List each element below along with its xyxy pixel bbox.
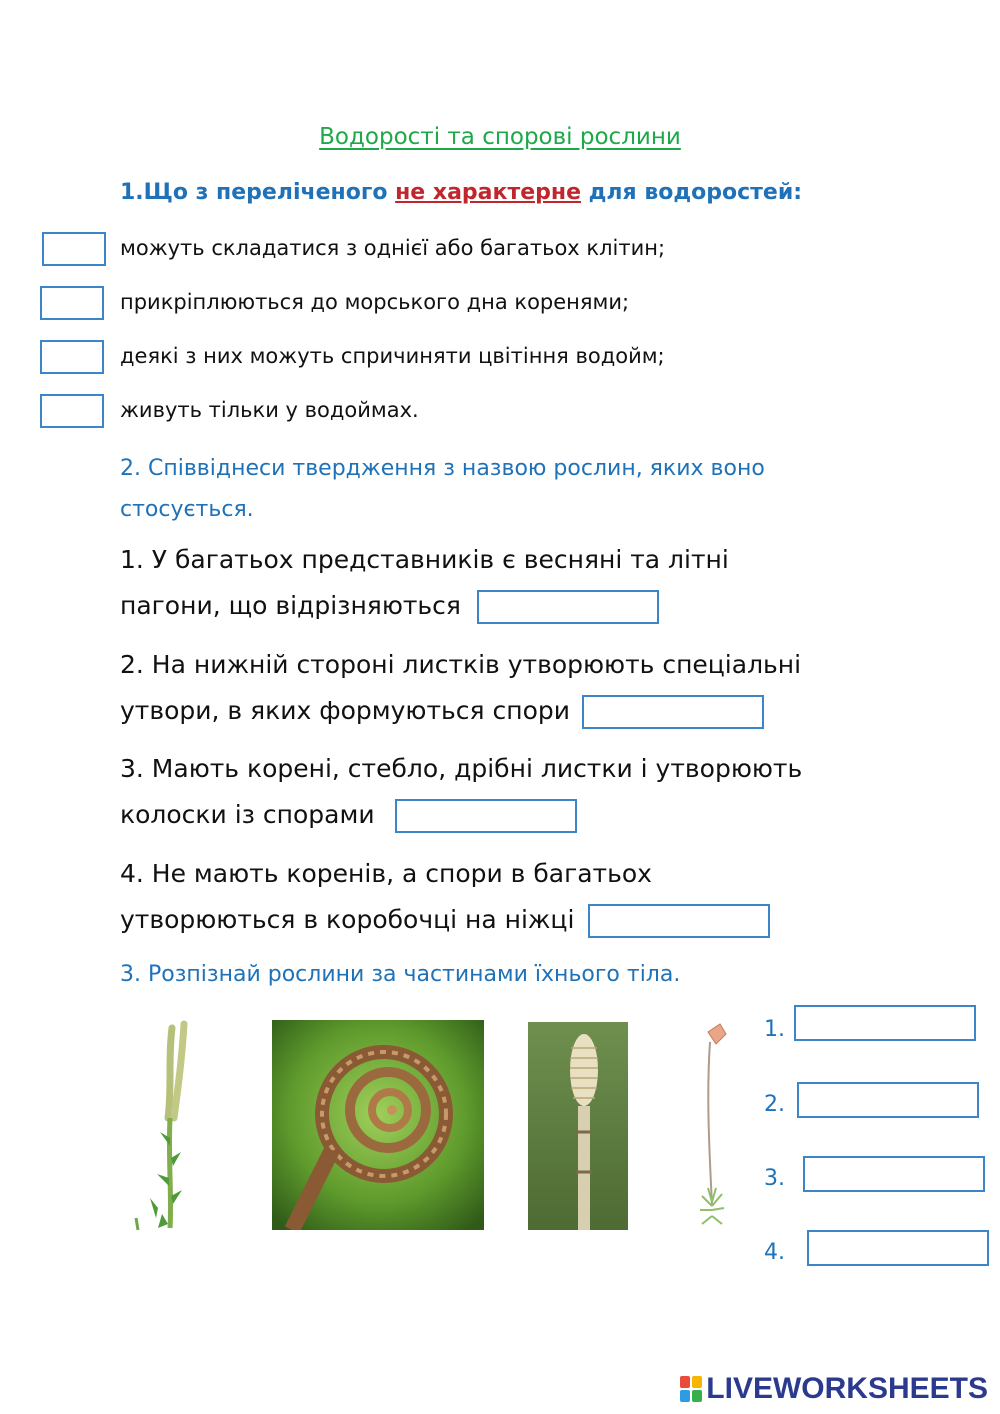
question-3-heading: 3. Розпізнай рослини за частинами їхнього тіла. <box>120 962 681 987</box>
plant-2-answer-box[interactable] <box>797 1082 979 1118</box>
moss-image <box>694 1020 738 1232</box>
question-1-suffix: для водоростей: <box>581 180 803 205</box>
plant-number-3: 3. <box>764 1166 785 1191</box>
statement-2-line1: 2. На нижній стороні листків утворюють спеціальні <box>120 650 802 679</box>
option-2-answer-box[interactable] <box>40 286 104 320</box>
worksheet-title: Водорості та спорові рослини <box>319 124 681 150</box>
question-2-heading: 2. Співвіднеси твердження з назвою рослин, яких воно стосується. <box>120 456 765 522</box>
statement-3 <box>120 746 900 838</box>
statement-1-line1: 1. У багатьох представників є весняні та літні <box>120 545 729 574</box>
option-4-answer-box[interactable] <box>40 394 104 428</box>
plant-number-2: 2. <box>764 1092 785 1117</box>
question-1-prefix: 1.Що з переліченого <box>120 180 396 205</box>
option-3-text: деякі з них можуть спричиняти цвітіння водойм; <box>120 344 665 368</box>
statement-3-line1: 3. Мають корені, стебло, дрібні листки і утворюють <box>120 754 803 783</box>
plant-number-4: 4. <box>764 1240 785 1265</box>
liveworksheets-logo-text: LIVEWORKSHEETS <box>706 1372 988 1405</box>
plant-1-answer-box[interactable] <box>794 1005 976 1041</box>
statement-3-line2: колоски із спорами <box>120 800 375 829</box>
club-moss-image <box>128 1018 208 1232</box>
option-1-answer-box[interactable] <box>42 232 106 266</box>
statement-1-answer-box[interactable] <box>477 590 659 624</box>
plant-3-answer-box[interactable] <box>803 1156 985 1192</box>
statement-2 <box>120 642 900 734</box>
question-1-highlight: не характерне <box>395 180 581 205</box>
statement-1 <box>120 537 900 629</box>
statement-2-answer-box[interactable] <box>582 695 764 729</box>
statement-1-line2: пагони, що відрізняються <box>120 591 461 620</box>
statement-4 <box>120 851 900 943</box>
option-4-text: живуть тільки у водоймах. <box>120 398 419 422</box>
statement-2-line2: утвори, в яких формуються спори <box>120 696 570 725</box>
liveworksheets-logo-icon <box>680 1376 702 1402</box>
plant-4-answer-box[interactable] <box>807 1230 989 1266</box>
plant-number-1: 1. <box>764 1017 785 1042</box>
option-2-text: прикріплюються до морського дна коренями; <box>120 290 630 314</box>
horsetail-image <box>528 1022 628 1230</box>
statement-4-line2: утворюються в коробочці на ніжці <box>120 905 575 934</box>
liveworksheets-logo <box>680 1372 988 1406</box>
option-3-answer-box[interactable] <box>40 340 104 374</box>
statement-3-answer-box[interactable] <box>395 799 577 833</box>
question-1-heading <box>120 180 802 205</box>
statement-4-answer-box[interactable] <box>588 904 770 938</box>
statement-4-line1: 4. Не мають коренів, а спори в багатьох <box>120 859 652 888</box>
option-1-text: можуть складатися з однієї або багатьох клітин; <box>120 236 666 260</box>
fern-fiddlehead-image <box>272 1020 484 1230</box>
